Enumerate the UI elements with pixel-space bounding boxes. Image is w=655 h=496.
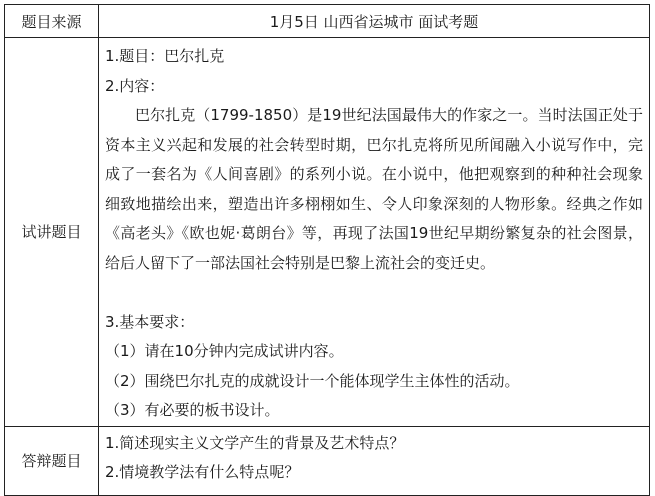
- content-heading: 2.内容：: [105, 76, 165, 95]
- requirements-heading: 3.基本要求：: [105, 312, 195, 331]
- spacer: [105, 278, 643, 308]
- source-label: 题目来源: [5, 5, 99, 38]
- lecture-paragraph: 巴尔扎克（1799-1850）是19世纪法国最伟大的作家之一。当时法国正处于资本主义兴起和发展的社会转型时期，巴尔扎克将所见所闻融入小说写作中，完成了一套名为《人间喜剧》的系列小说。在小说中，他把观察到的种种社会现象细致地描绘出来，塑造出许多栩栩如生、令人印象深刻的人物形象。经典之作如《高老头》《欧也妮·葛朗台》等，再现了法国19世纪早期纷繁复杂的社会图景，给后人留下了一部法国社会特别是巴黎上流社会的变迁史。: [105, 106, 643, 272]
- lecture-content: [99, 38, 650, 427]
- lecture-row: [5, 38, 650, 427]
- lecture-topic: 1.题目：巴尔扎克: [105, 47, 225, 65]
- defense-row: [5, 426, 650, 495]
- source-value: 1月5日 山西省运城市 面试考题: [99, 5, 650, 38]
- lecture-label: 试讲题目: [5, 38, 99, 427]
- exam-table: [4, 4, 650, 496]
- header-row: [5, 5, 650, 38]
- requirement-item: （3）有必要的板书设计。: [105, 401, 280, 419]
- defense-label: 答辩题目: [5, 426, 99, 495]
- requirement-item: （1）请在10分钟内完成试讲内容。: [105, 342, 344, 360]
- requirement-item: （2）围绕巴尔扎克的成就设计一个能体现学生主体性的活动。: [105, 371, 520, 390]
- defense-question: 1.简述现实主义文学产生的背景及艺术特点？: [105, 433, 405, 452]
- defense-question: 2.情境教学法有什么特点呢？: [105, 463, 300, 481]
- defense-content: [99, 426, 650, 495]
